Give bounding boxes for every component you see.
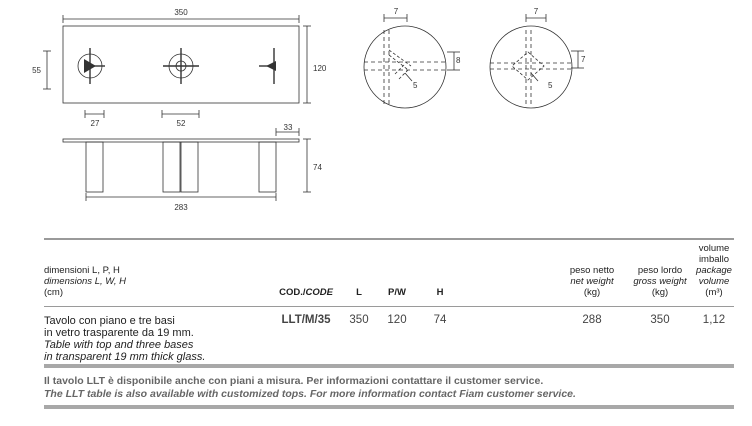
side-view xyxy=(63,139,299,192)
detail-joint-a xyxy=(364,14,460,108)
dim-detail-b-top: 7 xyxy=(533,7,539,16)
dim-overhang: 33 xyxy=(283,123,293,132)
dim-top-width: 120 xyxy=(313,64,327,73)
header-width: P/W xyxy=(374,239,420,307)
spec-table xyxy=(44,238,734,377)
dim-top-length: 350 xyxy=(174,8,188,17)
dim-base-span: 283 xyxy=(174,203,188,212)
dim-base-offset: 27 xyxy=(90,119,100,128)
dim-detail-a-small: 5 xyxy=(413,81,418,90)
header-package-volume: volume imballo package volume (m³) xyxy=(694,239,734,307)
base-top-view-center xyxy=(163,48,199,84)
dim-height: 74 xyxy=(313,163,322,172)
header-height: H xyxy=(420,239,460,307)
header-length: L xyxy=(344,239,374,307)
product-gross-weight: 350 xyxy=(626,307,694,378)
note-italian: Il tavolo LLT è disponibile anche con piani a misura. Per informazioni contattare il customer service. xyxy=(44,364,734,387)
product-length: 350 xyxy=(344,307,374,378)
dim-detail-b-side: 7 xyxy=(581,55,586,64)
header-gross-weight: peso lordo gross weight (kg) xyxy=(626,239,694,307)
product-package-volume: 1,12 xyxy=(694,307,734,378)
product-code: LLT/M/35 xyxy=(268,307,344,378)
header-net-weight: peso netto net weight (kg) xyxy=(558,239,626,307)
note-english: The LLT table is also available with customized tops. For more information contact Fiam customer service. xyxy=(44,388,734,409)
detail-joint-b xyxy=(490,14,584,108)
dim-detail-a-top: 7 xyxy=(393,7,399,16)
product-height: 74 xyxy=(420,307,460,378)
product-net-weight: 288 xyxy=(558,307,626,378)
base-top-view-left xyxy=(78,48,105,84)
product-width: 120 xyxy=(374,307,420,378)
base-top-view-right xyxy=(259,48,276,84)
dim-top-depth: 55 xyxy=(32,66,41,75)
header-dimensions: dimensioni L, P, H dimensions L, W, H (cm) xyxy=(44,239,268,307)
header-code: COD./CODE xyxy=(268,239,344,307)
dim-detail-a-side: 8 xyxy=(456,56,461,65)
product-description: Tavolo con piano e tre basi in vetro trasparente da 19 mm. Table with top and three bases in transparent 19 mm thick glass. xyxy=(44,307,268,378)
spec-table-header xyxy=(44,239,734,307)
dim-base-width: 52 xyxy=(176,119,186,128)
dim-detail-b-small: 5 xyxy=(548,81,553,90)
